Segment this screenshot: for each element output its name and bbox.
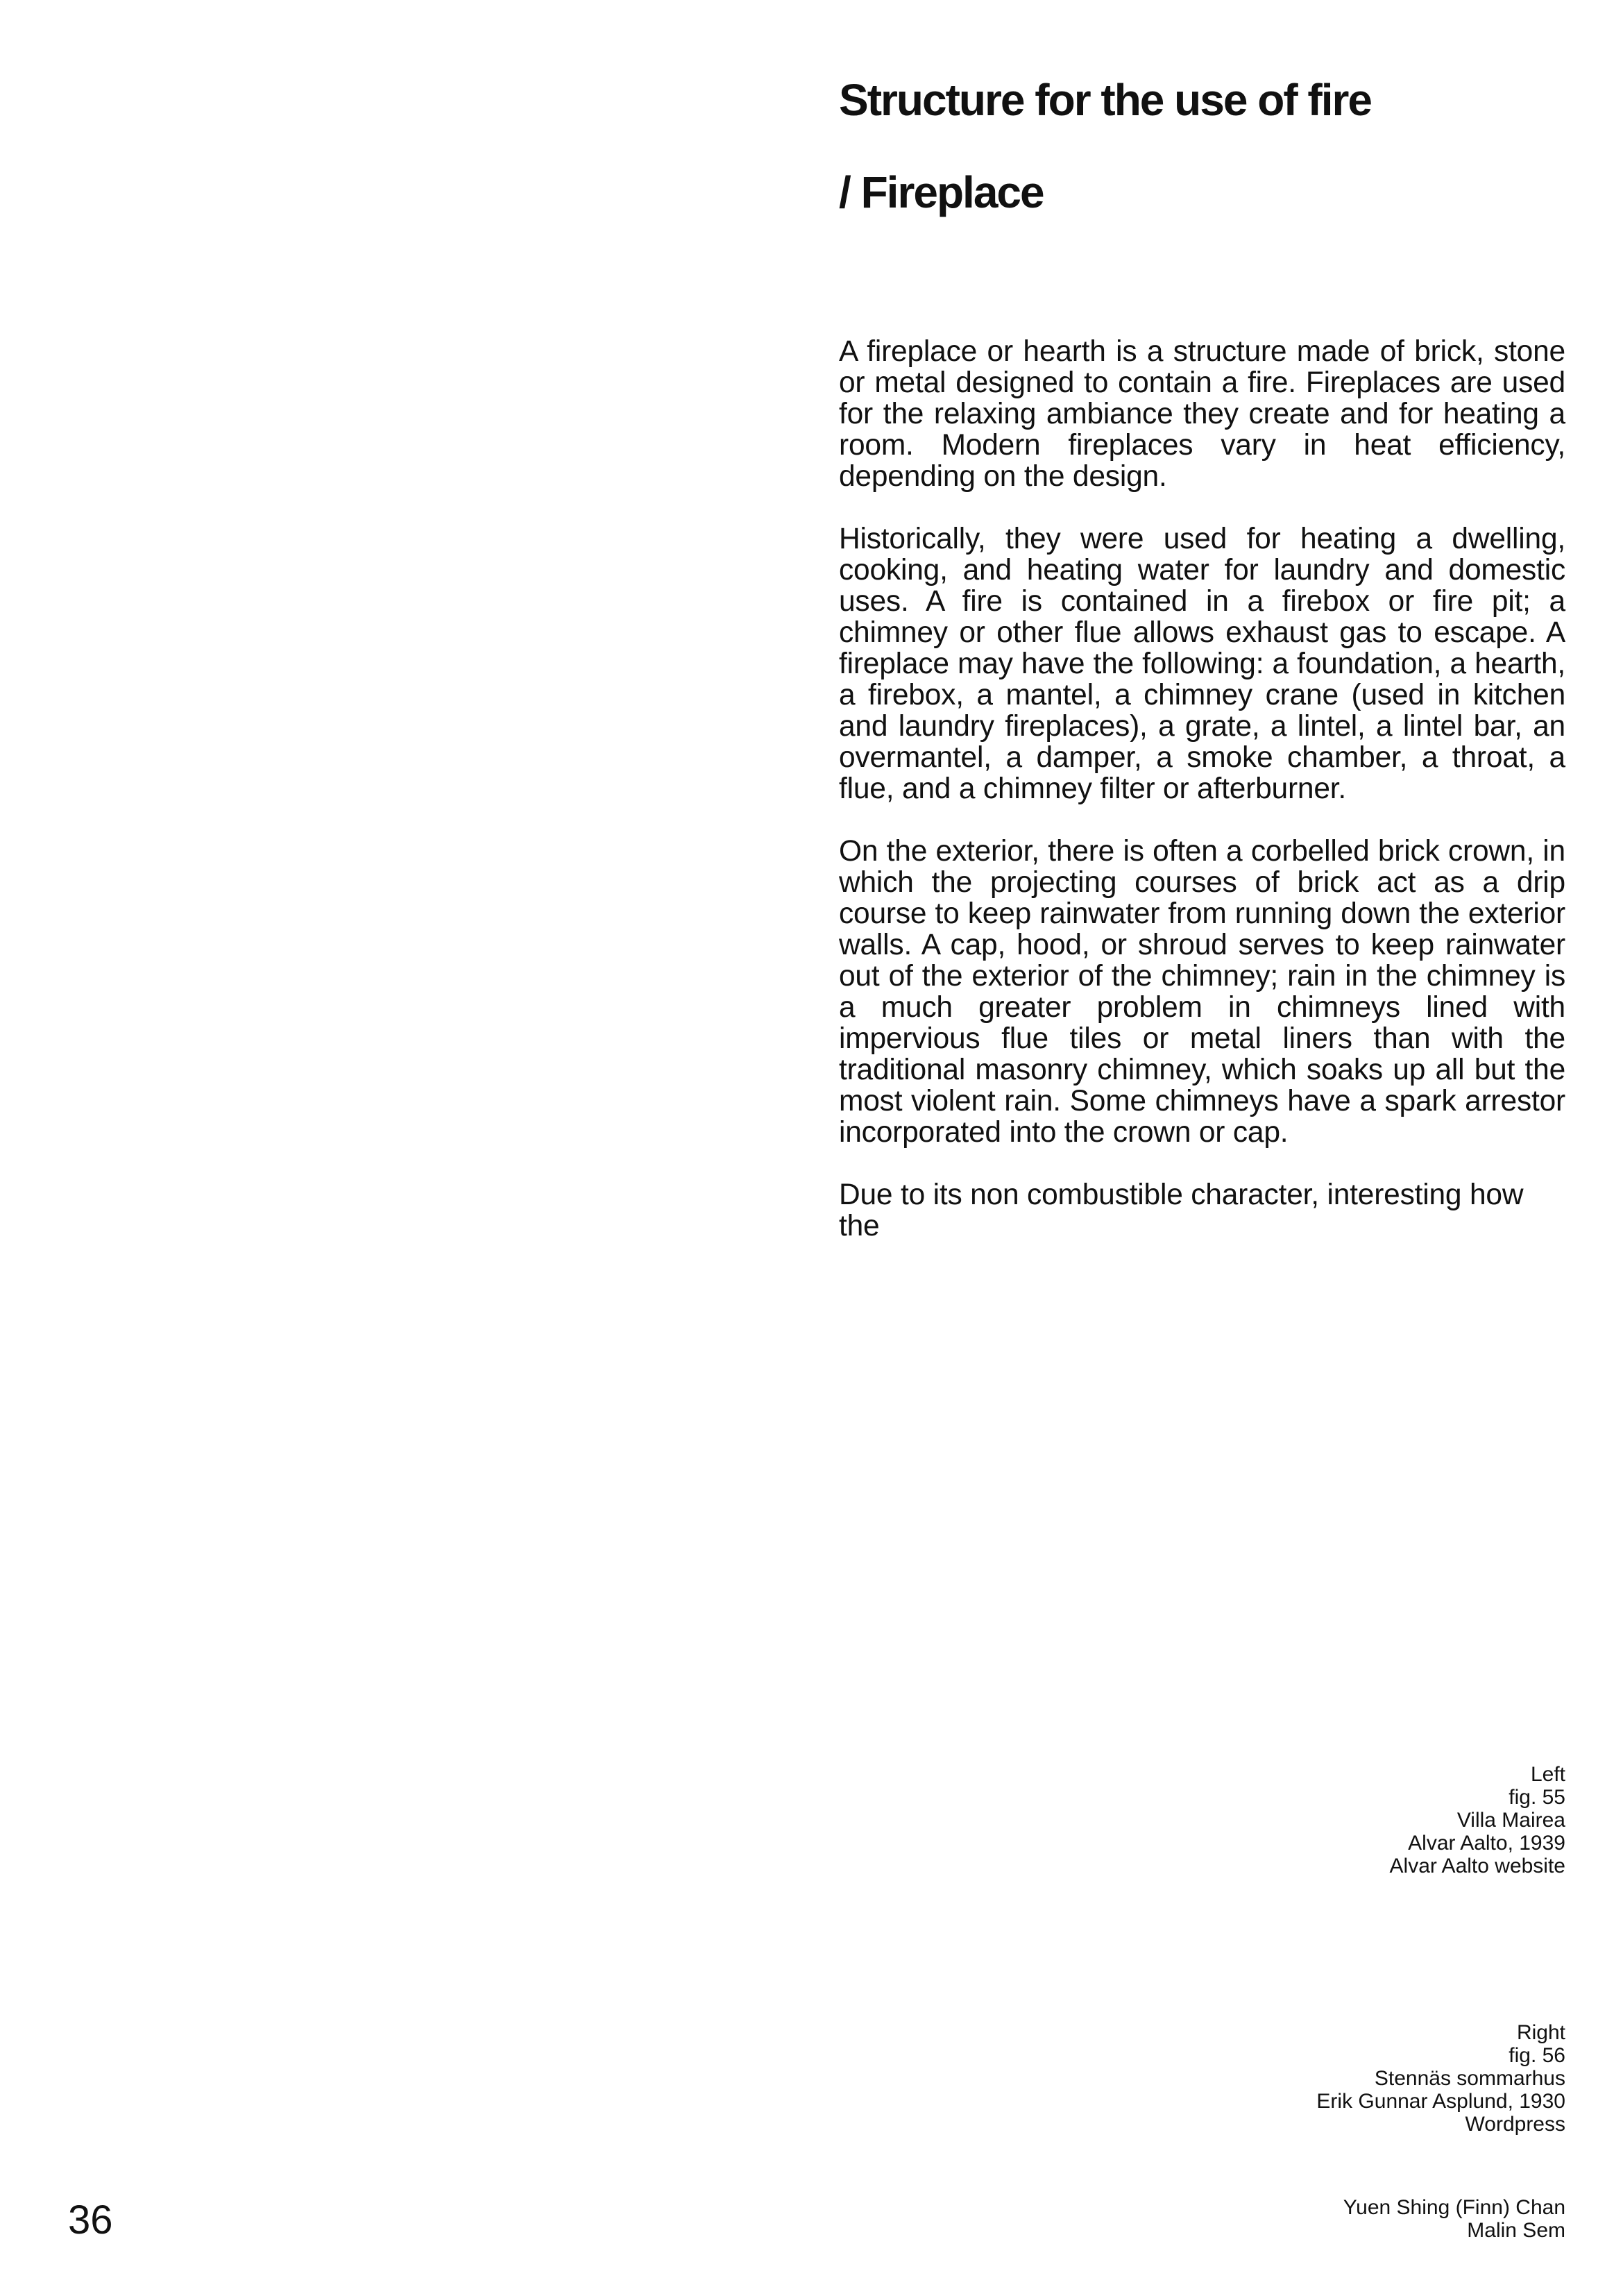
paragraph: Due to its non combustible character, interesting how the: [839, 1179, 1524, 1242]
page-number: 36: [68, 2197, 113, 2243]
caption-position: Left: [1530, 1763, 1565, 1786]
figure-caption-right: [1080, 2021, 1565, 2136]
caption-source: Alvar Aalto website: [1389, 1855, 1565, 1877]
caption-position: Right: [1516, 2021, 1565, 2044]
caption-title: Stennäs sommarhus: [1374, 2067, 1565, 2090]
authors-credit: [1080, 2196, 1565, 2242]
paragraph: On the exterior, there is often a corbelled brick crown, in which the projecting courses of brick act as a drip course to keep rainwater from running down the exterior walls. A cap, hood, or shroud serves to keep rainwater out of the exterior of the chimney; rain in the chimney is a much greater problem in chimneys lined with impervious flue tiles or metal liners than with the traditional masonry chimney, which soaks up all but the most violent rain. Some chimneys have a spark arrestor incorporated into the crown or cap.: [839, 835, 1565, 1149]
caption-author: Alvar Aalto, 1939: [1408, 1832, 1565, 1855]
paragraph: Historically, they were used for heating a dwelling, cooking, and heating water for laundry and domestic uses. A fire is contained in a firebox or fire pit; a chimney or other flue allows exhaust gas to escape. A fireplace may have the following: a foundation, a hearth, a firebox, a mantel, a chimney crane (used in kitchen and laundry fireplaces), a grate, a lintel, a lintel bar, an overmantel, a damper, a smoke chamber, a throat, a flue, and a chimney filter or afterburner.: [839, 523, 1565, 805]
author-name: Yuen Shing (Finn) Chan: [1343, 2196, 1565, 2219]
caption-title: Villa Mairea: [1456, 1809, 1565, 1832]
figure-caption-left: [1080, 1763, 1565, 1877]
author-name: Malin Sem: [1467, 2219, 1565, 2242]
caption-figure-number: fig. 55: [1509, 1786, 1565, 1809]
paragraph: A fireplace or hearth is a structure made of brick, stone or metal designed to contain a fire. Fireplaces are used for the relaxing ambiance they create and for heating a room. Modern fireplaces vary in heat efficiency, depending on the design.: [839, 335, 1565, 493]
article-body: [839, 336, 1565, 1273]
page-subtitle: / Fireplace: [839, 167, 1044, 217]
page-title: Structure for the use of fire: [839, 75, 1371, 125]
caption-author: Erik Gunnar Asplund, 1930: [1316, 2090, 1565, 2113]
caption-figure-number: fig. 56: [1509, 2044, 1565, 2067]
caption-source: Wordpress: [1465, 2113, 1565, 2136]
